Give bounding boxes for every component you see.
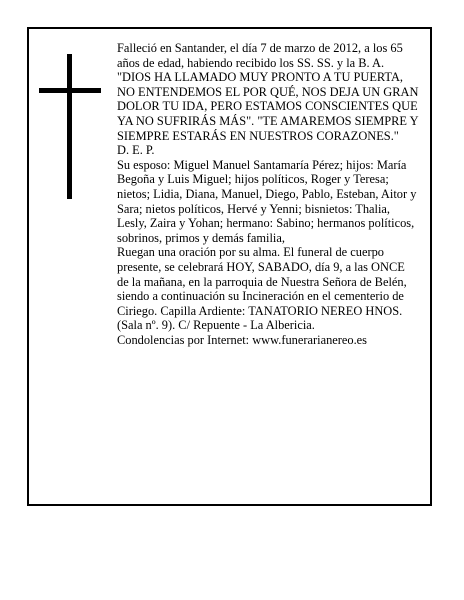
rip-line: D. E. P. [117, 143, 155, 158]
cross-vertical-bar [67, 54, 72, 199]
condolences-line: Condolencias por Internet: www.funerarianereo.es [117, 332, 368, 347]
funeral-details: Ruegan una oración por su alma. El funeral de cuerpo presente, se celebrará HOY, SABADO, día 9, a las ONCE de la mañana, en la parroquia de Nuestra Señora de Belén, siendo a continuación su Incineración en el cementerio de Ciriego. Capilla Ardiente: TANATORIO NEREO HNOS. (Sala nº. 9). C/ Repuente - La Albericia. [117, 245, 407, 333]
cross-horizontal-bar [39, 88, 101, 93]
family-list: Su esposo: Miguel Manuel Santamaría Pérez; hijos: María Begoña y Luis Miguel; hijos políticos, Roger y Teresa; nietos; Lidia, Diana, Manuel, Diego, Pablo, Esteban, Aitor y Sara; nietos políticos, Hervé y Yenni; bisnietos: Thalia, Lesly, Zaira y Yohan; hermano: Sabino; hermanos políticos, sobrinos, primos y demás familia, [117, 157, 417, 245]
quote: "DIOS HA LLAMADO MUY PRONTO A TU PUERTA, NO ENTENDEMOS EL POR QUÉ, NOS DEJA UN GRAN DOLOR TU IDA, PERO ESTAMOS CONSCIENTES QUE YA NO SUFRIRÁS MÁS". "TE AMAREMOS SIEMPRE Y SIEMPRE ESTARÁS EN NUESTROS CORAZONES." [117, 70, 419, 143]
obituary-notice [27, 27, 432, 506]
death-announcement: Falleció en Santander, el día 7 de marzo de 2012, a los 65 años de edad, habiendo recibido los SS. SS. y la B. A. [117, 41, 403, 70]
latin-cross-icon [39, 54, 101, 199]
obituary-text [117, 41, 419, 347]
